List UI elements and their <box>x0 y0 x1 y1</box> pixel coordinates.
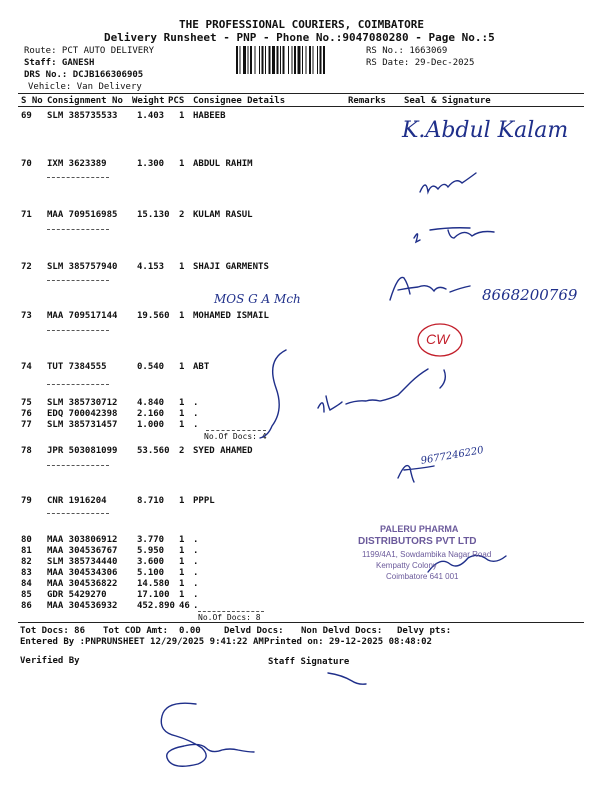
printed-on: Printed on: 29-12-2025 08:48:02 <box>264 637 432 647</box>
row-sno: 77 <box>21 420 32 430</box>
row-consignment: JPR 503081099 <box>47 446 118 456</box>
total-cod-value: 0.00 <box>179 626 201 636</box>
col-seal: Seal & Signature <box>404 96 491 106</box>
row-consignee: MOHAMED ISMAIL <box>193 311 269 321</box>
row-sno: 73 <box>21 311 32 321</box>
row-pcs: 2 <box>179 446 185 456</box>
row-weight: 1.300 <box>137 159 165 169</box>
row-consignment: TUT 7384555 <box>47 362 107 372</box>
signature-row73: MOS G A Mch <box>214 292 301 306</box>
vehicle-label: Vehicle: Van Delivery <box>28 82 142 92</box>
row-sno: 82 <box>21 557 32 567</box>
delivery-points: Delvy pts: <box>397 626 452 636</box>
col-consignment: Consignment No <box>47 96 123 106</box>
row-pcs: 2 <box>179 210 185 220</box>
row-weight: 5.950 <box>137 546 165 556</box>
row-weight: 1.000 <box>137 420 165 430</box>
staff-label: Staff: GANESH <box>24 58 95 68</box>
total-cod-label: Tot COD Amt: <box>103 626 169 636</box>
row-consignment: SLM 385757940 <box>47 262 118 272</box>
group-doc-count: No.Of Docs: 8 <box>198 613 261 622</box>
row-consignee: SHAJI GARMENTS <box>193 262 269 272</box>
row-consignee: . <box>193 420 199 430</box>
row-weight: 3.770 <box>137 535 165 545</box>
row-pcs: 1 <box>179 159 185 169</box>
rs-number: RS No.: 1663069 <box>366 46 448 56</box>
stamp-line2: DISTRIBUTORS PVT LTD <box>358 536 477 547</box>
row-sno: 75 <box>21 398 32 408</box>
row-sno: 70 <box>21 159 32 169</box>
non-delivered-docs: Non Delvd Docs: <box>301 626 383 636</box>
row-pcs: 1 <box>179 111 185 121</box>
total-docs: Tot Docs: 86 <box>20 626 86 636</box>
row-sno: 79 <box>21 496 32 506</box>
row-pcs: 1 <box>179 398 185 408</box>
row-pcs: 1 <box>179 546 185 556</box>
signature-row78 <box>398 466 434 482</box>
row-pcs: 1 <box>179 535 185 545</box>
col-pcs: PCS <box>168 96 185 106</box>
signature-bracket <box>260 350 286 438</box>
row-weight: 17.100 <box>137 590 170 600</box>
rs-date: RS Date: 29-Dec-2025 <box>366 58 475 68</box>
row-sno: 74 <box>21 362 32 372</box>
row-weight: 8.710 <box>137 496 165 506</box>
row-consignment: SLM 385734440 <box>47 557 118 567</box>
stamp-line4: Kempatty Colony <box>376 561 437 570</box>
row-sno: 80 <box>21 535 32 545</box>
row-consignment: GDR 5429270 <box>47 590 107 600</box>
row-sno: 86 <box>21 601 32 611</box>
signature-verified <box>161 703 254 766</box>
row-consignment: MAA 304534306 <box>47 568 118 578</box>
row-consignment: SLM 385730712 <box>47 398 118 408</box>
row-consignment: MAA 304536767 <box>47 546 118 556</box>
row-weight: 19.560 <box>137 311 170 321</box>
row-sno: 81 <box>21 546 32 556</box>
row-weight: 4.153 <box>137 262 165 272</box>
row-sno: 69 <box>21 111 32 121</box>
row-sno: 72 <box>21 262 32 272</box>
row-pcs: 1 <box>179 409 185 419</box>
row-pcs: 1 <box>179 590 185 600</box>
row-consignee: . <box>193 590 199 600</box>
route-label: Route: PCT AUTO DELIVERY <box>24 46 155 56</box>
row-consignment: CNR 1916204 <box>47 496 107 506</box>
signature-row69: K.Abdul Kalam <box>402 118 569 143</box>
row-consignee: . <box>193 601 199 611</box>
handwritten-phone-row78: 9677246220 <box>420 444 485 467</box>
row-weight: 3.600 <box>137 557 165 567</box>
row-sno: 83 <box>21 568 32 578</box>
row-pcs: 1 <box>179 420 185 430</box>
stamp-line3: 1199/4A1, Sowdambika Nagar Road <box>362 550 492 559</box>
signature-row72 <box>390 277 470 300</box>
row-consignee: SYED AHAMED <box>193 446 253 456</box>
row-pcs: 1 <box>179 496 185 506</box>
runsheet-title: Delivery Runsheet - PNP - Phone No.:9047080280 - Page No.:5 <box>104 31 495 44</box>
row-consignee: . <box>193 398 199 408</box>
row-consignee: . <box>193 568 199 578</box>
row-consignee: . <box>193 535 199 545</box>
col-consignee: Consignee Details <box>193 96 286 106</box>
staff-signature-label: Staff Signature <box>268 657 350 667</box>
drs-number: DRS No.: DCJB166306905 <box>24 70 144 80</box>
cw-mark: CW <box>426 331 450 347</box>
signature-row71 <box>414 228 494 242</box>
row-pcs: 1 <box>179 362 185 372</box>
row-consignee: PPPL <box>193 496 215 506</box>
signature-row74 <box>318 369 445 412</box>
row-consignment: SLM 385731457 <box>47 420 118 430</box>
row-consignment: MAA 304536822 <box>47 579 118 589</box>
row-consignee: ABDUL RAHIM <box>193 159 253 169</box>
row-sno: 84 <box>21 579 32 589</box>
row-weight: 14.580 <box>137 579 170 589</box>
signature-row70 <box>420 173 476 192</box>
col-sno: S No <box>21 96 43 106</box>
row-weight: 5.100 <box>137 568 165 578</box>
row-consignment: MAA 304536932 <box>47 601 118 611</box>
stamp-line5: Coimbatore 641 001 <box>386 572 459 581</box>
row-sno: 78 <box>21 446 32 456</box>
row-sno: 71 <box>21 210 32 220</box>
entered-by: Entered By :PNPRUNSHEET 12/29/2025 9:41:22 AM <box>20 637 264 647</box>
row-weight: 0.540 <box>137 362 165 372</box>
group-doc-count: No.Of Docs: 4 <box>204 432 267 441</box>
row-sno: 85 <box>21 590 32 600</box>
row-weight: 2.160 <box>137 409 165 419</box>
row-pcs: 46 <box>179 601 190 611</box>
row-consignment: SLM 385735533 <box>47 111 118 121</box>
stamp-line1: PALERU PHARMA <box>380 524 459 534</box>
row-consignment: MAA 709516985 <box>47 210 118 220</box>
row-pcs: 1 <box>179 568 185 578</box>
row-consignment: IXM 3623389 <box>47 159 107 169</box>
handwritten-phone-row72: 8668200769 <box>482 286 578 304</box>
row-consignment: MAA 303806912 <box>47 535 118 545</box>
row-consignee: KULAM RASUL <box>193 210 253 220</box>
row-weight: 15.130 <box>137 210 170 220</box>
row-pcs: 1 <box>179 262 185 272</box>
col-weight: Weight <box>132 96 165 106</box>
delivered-docs: Delvd Docs: <box>224 626 284 636</box>
row-weight: 4.840 <box>137 398 165 408</box>
row-weight: 53.560 <box>137 446 170 456</box>
verified-by-label: Verified By <box>20 656 80 666</box>
row-pcs: 1 <box>179 579 185 589</box>
row-consignee: HABEEB <box>193 111 226 121</box>
row-consignee: . <box>193 409 199 419</box>
col-remarks: Remarks <box>348 96 386 106</box>
row-consignment: EDQ 700042398 <box>47 409 118 419</box>
row-sno: 76 <box>21 409 32 419</box>
row-consignee: . <box>193 546 199 556</box>
row-weight: 1.403 <box>137 111 165 121</box>
row-weight: 452.890 <box>137 601 175 611</box>
company-title: THE PROFESSIONAL COURIERS, COIMBATORE <box>179 18 425 31</box>
row-consignee: . <box>193 579 199 589</box>
row-pcs: 1 <box>179 311 185 321</box>
row-consignment: MAA 709517144 <box>47 311 118 321</box>
row-consignee: . <box>193 557 199 567</box>
signature-staff <box>328 673 366 684</box>
row-consignee: ABT <box>193 362 210 372</box>
row-pcs: 1 <box>179 557 185 567</box>
